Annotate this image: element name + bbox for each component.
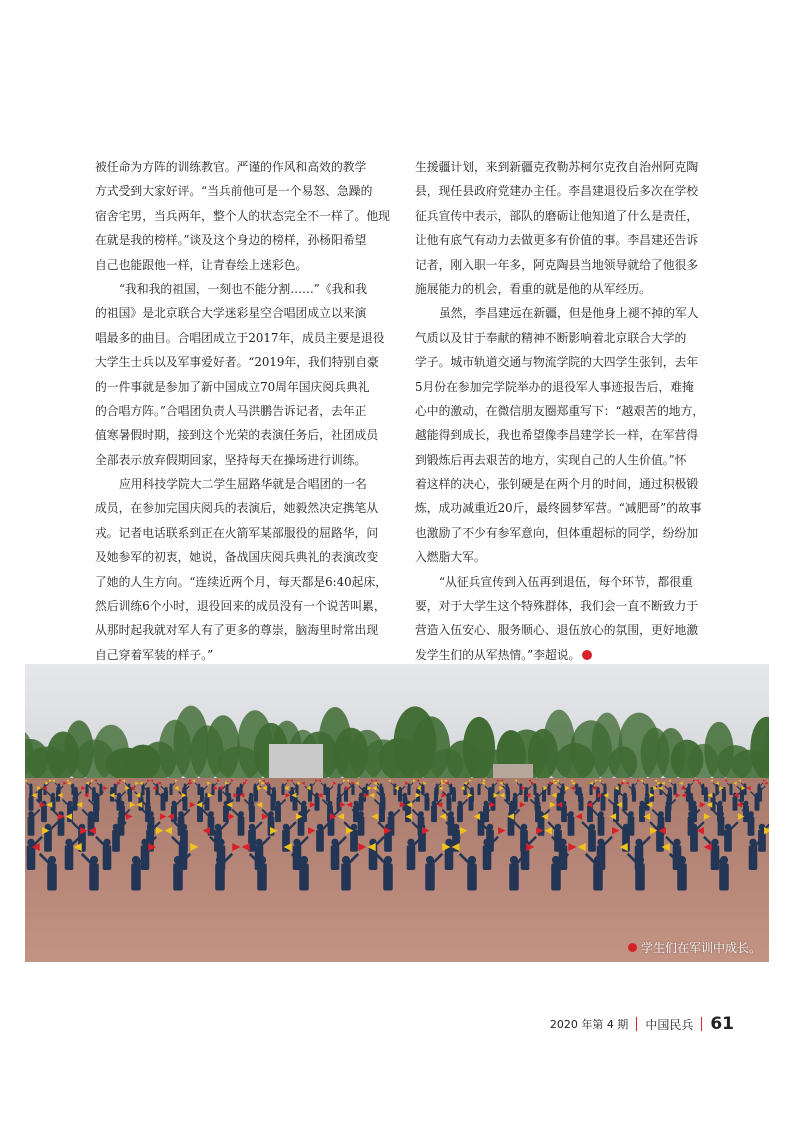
- text-line: 值寒暑假时期，接到这个光荣的表演任务后，社团成员: [95, 428, 379, 443]
- trainee-body: [483, 845, 492, 870]
- trainee-body: [639, 805, 645, 822]
- trainee-body: [328, 816, 335, 835]
- trainee-body: [358, 816, 365, 835]
- text-line: 气质以及甘于奉献的精神不断影响着北京联合大学的: [415, 330, 687, 345]
- page-footer: [550, 1013, 734, 1035]
- text-line: 及她参军的初衷，她说，备战国庆阅兵典礼的表演改变: [95, 550, 379, 565]
- text-line: 自己穿着军装的样子。”: [95, 647, 214, 662]
- trainee-body: [146, 790, 150, 802]
- text-line: 从那时起我就对军人有了更多的尊崇，脑海里时常出现: [95, 623, 379, 638]
- text-line: 了她的人生方向。“连续近两个月，每天都是6:40起床，: [95, 574, 388, 589]
- trainee-body: [748, 816, 755, 835]
- trainee-body: [589, 786, 592, 795]
- trainee-body: [601, 797, 606, 811]
- trainee-body: [47, 863, 57, 890]
- trainee-body: [73, 797, 78, 811]
- building: [269, 744, 323, 780]
- trainee-body: [315, 797, 320, 811]
- trainee-body: [275, 805, 281, 822]
- trainee-body: [457, 805, 463, 822]
- text-line: 征兵宣传中表示，部队的磨砺让他知道了什么是责任，: [415, 208, 699, 223]
- text-line: 入燃脂大军。: [415, 550, 486, 565]
- trainee-body: [41, 805, 47, 822]
- text-line: 施展能力的机会，看重的就是他的从军经历。: [415, 281, 651, 296]
- trainee-body: [704, 790, 708, 802]
- trainee-body: [467, 863, 477, 890]
- trainee-body: [665, 805, 671, 822]
- text-line: 5月份在参加完学院举办的退役军人事迹报告后，难掩: [415, 379, 694, 394]
- text-line: 的一件事就是参加了新中国成立70周年国庆阅兵典礼: [95, 379, 370, 394]
- trainee-body: [733, 797, 738, 811]
- trainee-body: [447, 797, 452, 811]
- trainee-body: [656, 830, 664, 852]
- text-line: 自己也能跟他一样，让青春绘上迷彩色。: [95, 257, 308, 272]
- trainee-body: [169, 786, 172, 795]
- trainee-body: [299, 863, 309, 890]
- trainee-body: [173, 863, 183, 890]
- trainee-body: [587, 805, 593, 822]
- photo-caption: [628, 939, 761, 956]
- trainee-body: [434, 790, 438, 802]
- trainee-body: [112, 830, 120, 852]
- trainee-body: [598, 816, 605, 835]
- trainee-body: [719, 863, 729, 890]
- trainee-body: [635, 863, 645, 890]
- trainee-body: [593, 863, 603, 890]
- trainee-body: [215, 863, 225, 890]
- photo-caption-text: 学生们在军训中成长。: [640, 941, 761, 955]
- trainee-body: [722, 790, 726, 802]
- trainee-body: [509, 863, 519, 890]
- trainee-body: [331, 845, 340, 870]
- trainee-body: [588, 830, 596, 852]
- text-line: 大学生士兵以及军事爱好者。“2019年，我们特别自豪: [95, 355, 379, 370]
- trainee-body: [197, 805, 203, 822]
- text-line: 心中的激动，在微信朋友圈郑重写下：“越艰苦的地方，: [415, 403, 705, 418]
- text-line: 要，对于大学生这个特殊群体，我们会一直不断致力于: [415, 599, 699, 614]
- trainee-body: [218, 790, 222, 802]
- trainee-body: [38, 790, 42, 802]
- trainee-body: [623, 797, 628, 811]
- trainee-body: [383, 863, 393, 890]
- text-line: 营造入伍安心、服务顺心、退伍放心的氛围，更好地激: [415, 623, 699, 638]
- text-line: 生援疆计划，来到新疆克孜勒苏柯尔克孜自治州阿克陶: [415, 160, 699, 174]
- trainee-body: [257, 863, 267, 890]
- trainee-body: [407, 786, 410, 795]
- trainee-body: [249, 805, 255, 822]
- text-line: 成员，在参加完国庆阅兵的表演后，她毅然决定携笔从: [95, 501, 379, 516]
- text-line: 的合唱方阵。”合唱团负责人马洪鹏告诉记者，去年正: [95, 403, 367, 418]
- trainee-body: [632, 790, 636, 802]
- trainee-body: [425, 797, 430, 811]
- trainee-body: [341, 863, 351, 890]
- text-line: 的祖国》是北京联合大学迷彩星空合唱团成立以来演: [95, 306, 367, 321]
- text-line: 宿舍宅男，当兵两年，整个人的状态完全不一样了。他现: [95, 208, 390, 223]
- trainee-body: [316, 830, 324, 852]
- trainee-body: [298, 816, 305, 835]
- text-line: 让他有底气有动力去做更多有价值的事。李昌建还告诉: [415, 233, 699, 248]
- text-line: 方式受到大家好评。“当兵前他可是一个易怒、急躁的: [95, 184, 373, 199]
- trainee-body: [690, 830, 698, 852]
- trainee-body: [425, 863, 435, 890]
- text-line-content: 发学生们的从军热情。”李超说。: [415, 647, 581, 662]
- trainee-body: [407, 845, 416, 870]
- end-mark-icon: [582, 650, 592, 660]
- trainee-body: [677, 863, 687, 890]
- trainee-body: [128, 790, 132, 802]
- trainee-body: [293, 797, 298, 811]
- text-line: 着这样的决心，张钊硬是在两个月的时间，通过积极锻: [415, 477, 699, 492]
- trainee-body: [351, 786, 354, 795]
- text-line: 县，现任县政府党建办主任。李昌建退役后多次在学校: [415, 184, 699, 199]
- photo-illustration: [25, 664, 769, 962]
- trainee-body: [579, 797, 584, 811]
- text-line: 戎。记者电话联系到正在火箭军某部服役的屈路华，问: [95, 525, 379, 540]
- trainee-body: [350, 830, 358, 852]
- trainee-body: [200, 790, 204, 802]
- trainee-body: [469, 797, 474, 811]
- text-line: 全部表示放弃假期回家，坚持每天在操场进行训练。: [95, 452, 367, 467]
- trainee-body: [551, 863, 561, 890]
- military-training-photo: [25, 664, 769, 962]
- trainee-body: [755, 797, 760, 811]
- text-line: 唱最多的曲目。合唱团成立于2017年，成员主要是退役: [95, 330, 385, 345]
- trainee-body: [161, 797, 166, 811]
- trainee-body: [89, 863, 99, 890]
- text-line: 越能得到成长，我也希望像李昌建学长一样，在军营得: [415, 428, 699, 443]
- trainee-body: [431, 805, 437, 822]
- trainee-body: [724, 830, 732, 852]
- trainee-body: [452, 790, 456, 802]
- trainee-body: [44, 830, 52, 852]
- article-right-column: [415, 155, 711, 716]
- text-line: “我和我的祖国，一刻也不能分割……”《我和我: [119, 281, 368, 296]
- text-line: 记者，刚入职一年多，阿克陶县当地领导就给了他很多: [415, 257, 699, 272]
- trainee-body: [506, 790, 510, 802]
- trainee-body: [568, 816, 575, 835]
- trainee-body: [238, 816, 245, 835]
- trainee-body: [718, 816, 725, 835]
- text-line: 被任命为方阵的训练教官。严谨的作风和高效的教学: [95, 160, 367, 174]
- building: [493, 764, 533, 780]
- text-line: 也激励了不少有参军意向，但体重超标的同学，纷纷加: [415, 525, 699, 540]
- text-line: 在就是我的榜样。”谈及这个身边的榜样，孙杨阳希望: [95, 233, 367, 248]
- trainee-body: [477, 786, 480, 795]
- trainee-body: [271, 797, 276, 811]
- trainee-body: [281, 786, 284, 795]
- footer-divider: [636, 1017, 637, 1031]
- text-line: 然后训练6个小时，退役回来的成员没有一个说苦叫累，: [95, 599, 386, 614]
- trainee-body: [326, 790, 330, 802]
- trainee-body: [29, 797, 34, 811]
- trainee-body: [614, 790, 618, 802]
- caption-bullet-icon: [628, 943, 637, 952]
- trainee-body: [729, 786, 732, 795]
- text-line: 应用科技学院大二学生屈路华就是合唱团的一名: [119, 477, 367, 492]
- issue-number: 2020 年第 4 期: [549, 1018, 629, 1031]
- trainee-body: [405, 805, 411, 822]
- trainee-body: [131, 863, 141, 890]
- text-line: 虽然，李昌建远在新疆，但是他身上褪不掉的军人: [439, 306, 699, 321]
- trainee-body: [183, 797, 188, 811]
- text-line: 炼，成功减重近20斤，最终圆梦军营。“减肥哥”的故事: [415, 501, 702, 516]
- page-number: 61: [710, 1014, 734, 1034]
- article-left-column: [95, 155, 391, 716]
- footer-divider: [701, 1017, 702, 1031]
- trainee-body: [379, 805, 385, 822]
- text-line: 学子。城市轨道交通与物流学院的大四学生张钊，去年: [415, 355, 699, 370]
- text-line: 到锻炼后再去艰苦的地方，实现自己的人生价值。”怀: [415, 452, 687, 467]
- magazine-name: 中国民兵: [645, 1017, 694, 1032]
- trainee-body: [27, 845, 36, 870]
- trainee-body: [749, 845, 758, 870]
- trainee-body: [28, 816, 35, 835]
- text-line: “从征兵宣传到入伍再到退伍，每个环节，都很重: [439, 574, 693, 589]
- trainee-body: [65, 845, 74, 870]
- trainee-body: [205, 797, 210, 811]
- trainee-body: [103, 845, 112, 870]
